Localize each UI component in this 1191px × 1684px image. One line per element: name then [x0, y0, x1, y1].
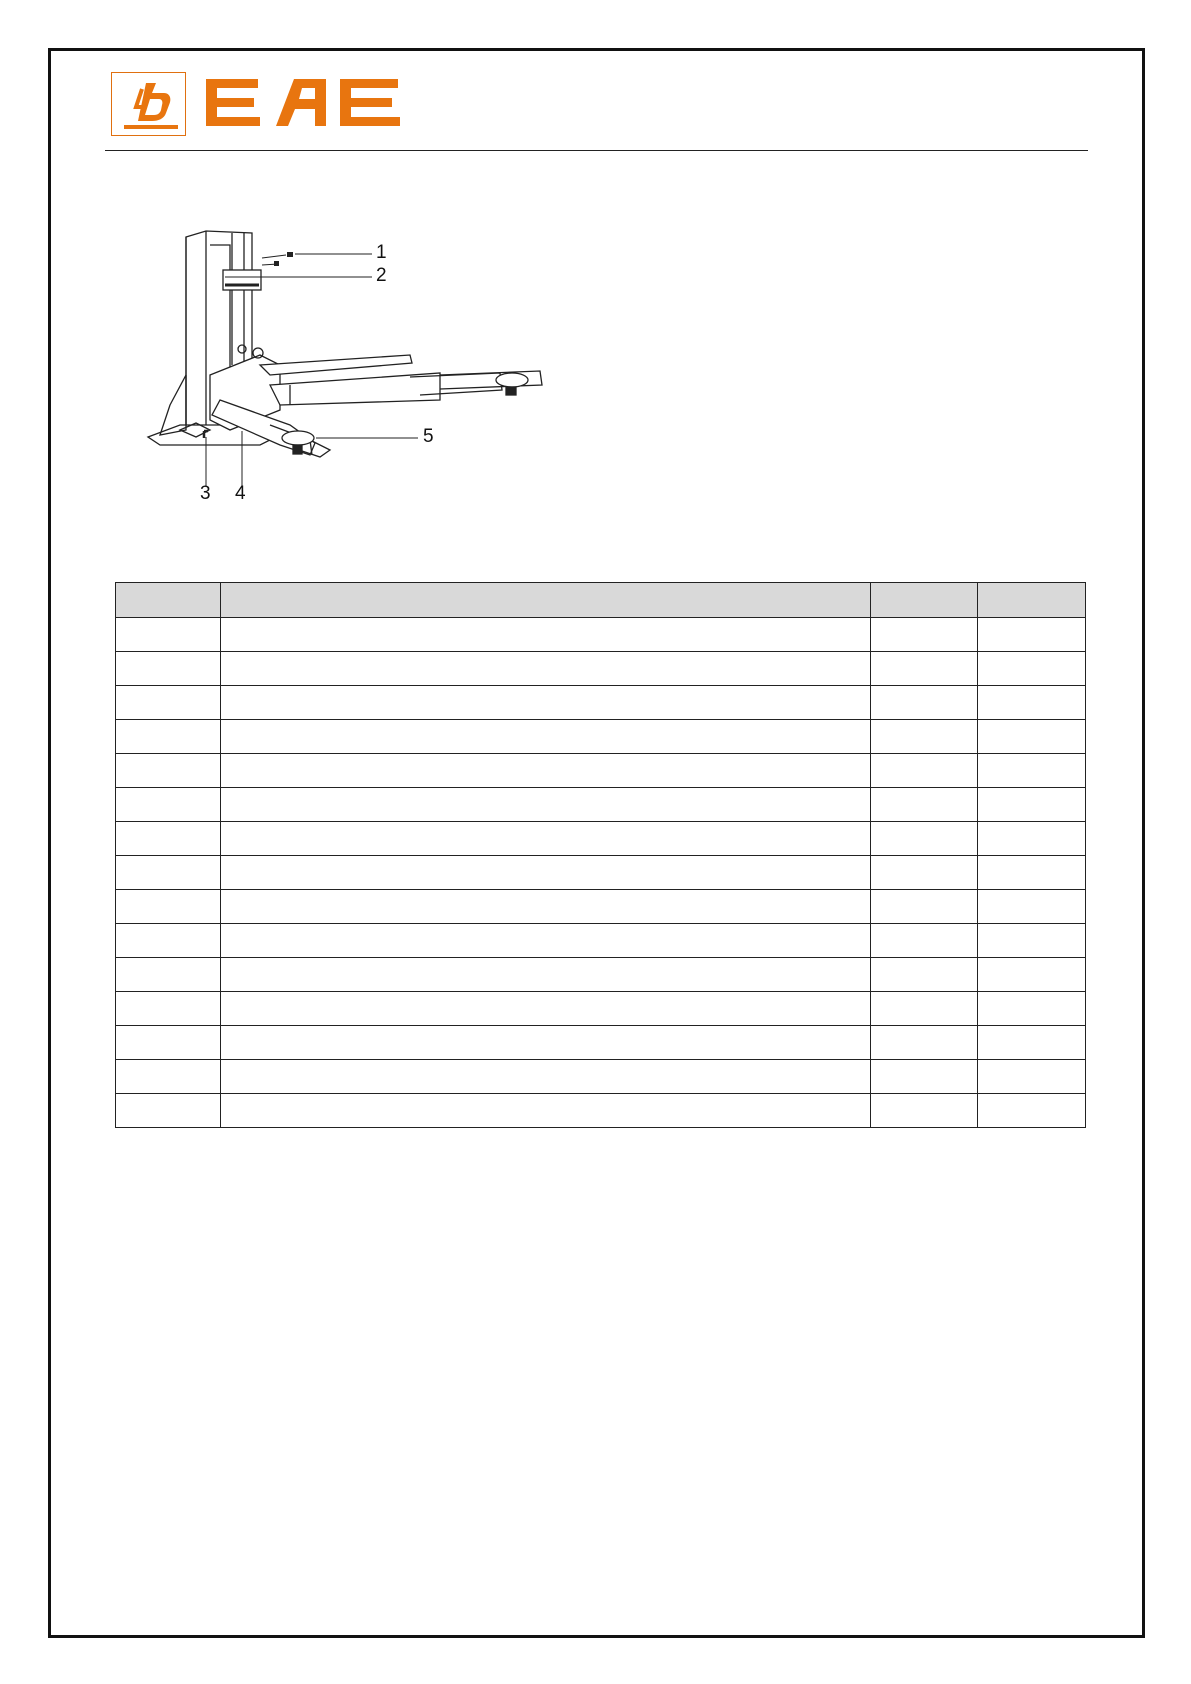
table-body: [116, 618, 1086, 1128]
table-cell: [116, 822, 221, 856]
table-cell: [871, 754, 978, 788]
table-cell: [221, 992, 871, 1026]
table-cell: [871, 856, 978, 890]
table-cell: [116, 924, 221, 958]
header-cell: [871, 583, 978, 618]
table-row: [116, 1026, 1086, 1060]
table-cell: [978, 1060, 1086, 1094]
callout-label: 1: [376, 242, 387, 263]
table-cell: [116, 652, 221, 686]
table-row: [116, 618, 1086, 652]
brand-wordmark: [206, 79, 406, 132]
table-cell: [978, 924, 1086, 958]
table-row: [116, 1094, 1086, 1128]
table-cell: [978, 720, 1086, 754]
table-row: [116, 958, 1086, 992]
table-cell: [871, 924, 978, 958]
table-cell: [116, 1060, 221, 1094]
parts-table: [115, 582, 1086, 1128]
table-cell: [116, 788, 221, 822]
table-row: [116, 652, 1086, 686]
table-cell: [978, 652, 1086, 686]
table-row: [116, 856, 1086, 890]
table-cell: [221, 1060, 871, 1094]
table-cell: [871, 890, 978, 924]
table-cell: [978, 890, 1086, 924]
table-cell: [871, 618, 978, 652]
callout-label: 5: [423, 426, 434, 447]
table-cell: [978, 958, 1086, 992]
table-cell: [116, 1026, 221, 1060]
table-cell: [871, 958, 978, 992]
table-row: [116, 1060, 1086, 1094]
table-cell: [221, 652, 871, 686]
table-cell: [221, 720, 871, 754]
table-row: [116, 754, 1086, 788]
table-cell: [221, 754, 871, 788]
brand-logo-mark: [111, 72, 186, 136]
table-cell: [871, 1026, 978, 1060]
table-cell: [221, 686, 871, 720]
header-cell: [116, 583, 221, 618]
table-cell: [871, 788, 978, 822]
table-cell: [221, 958, 871, 992]
table-cell: [116, 754, 221, 788]
table-row: [116, 890, 1086, 924]
table-cell: [221, 618, 871, 652]
table-cell: [116, 720, 221, 754]
table-cell: [221, 822, 871, 856]
table-row: [116, 822, 1086, 856]
table-cell: [871, 686, 978, 720]
table-cell: [221, 890, 871, 924]
table-row: [116, 924, 1086, 958]
table-row: [116, 992, 1086, 1026]
table-cell: [871, 720, 978, 754]
table-cell: [871, 822, 978, 856]
header-cell: [978, 583, 1086, 618]
header-divider: [105, 150, 1088, 151]
table-cell: [978, 856, 1086, 890]
table-cell: [116, 890, 221, 924]
table-cell: [116, 686, 221, 720]
table-cell: [221, 856, 871, 890]
table-cell: [978, 618, 1086, 652]
callout-label: 2: [376, 265, 387, 286]
table-cell: [116, 992, 221, 1026]
table-cell: [978, 1094, 1086, 1128]
table-cell: [978, 788, 1086, 822]
table-row: [116, 686, 1086, 720]
callout-label: 4: [235, 483, 246, 504]
header-cell: [221, 583, 871, 618]
table-cell: [116, 958, 221, 992]
table-cell: [116, 1094, 221, 1128]
table-row: [116, 720, 1086, 754]
table-cell: [116, 618, 221, 652]
table-row: [116, 788, 1086, 822]
table-cell: [978, 822, 1086, 856]
table-cell: [221, 924, 871, 958]
table-cell: [221, 788, 871, 822]
table-cell: [871, 1060, 978, 1094]
table-cell: [871, 992, 978, 1026]
table-cell: [221, 1094, 871, 1128]
callout-label: 3: [200, 483, 211, 504]
table-cell: [978, 992, 1086, 1026]
table-cell: [871, 652, 978, 686]
table-cell: [221, 1026, 871, 1060]
table-header-row: [116, 583, 1086, 618]
brand-emblem-icon: [112, 73, 187, 137]
table-cell: [978, 754, 1086, 788]
table-cell: [116, 856, 221, 890]
table-cell: [978, 1026, 1086, 1060]
table-cell: [871, 1094, 978, 1128]
table-cell: [978, 686, 1086, 720]
